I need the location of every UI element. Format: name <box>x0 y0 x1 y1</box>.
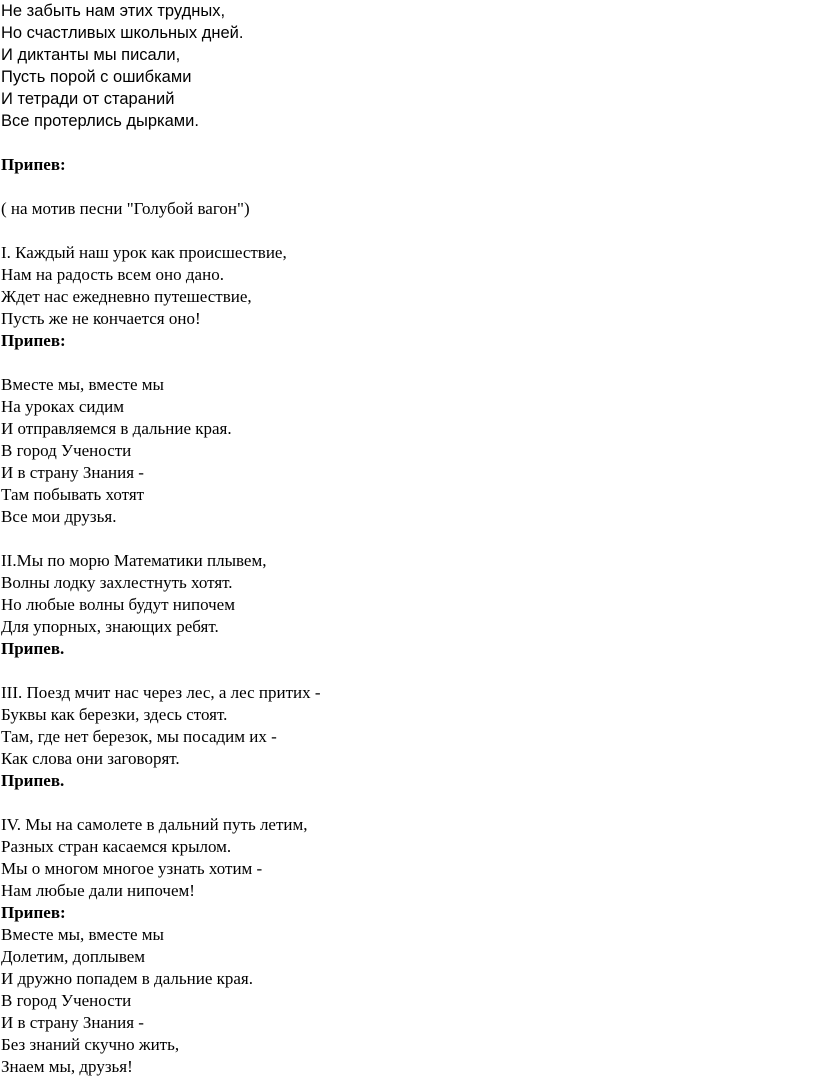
text-line: Нам любые дали нипочем! <box>1 881 195 900</box>
text-line: В город Учености <box>1 991 132 1010</box>
text-line: Буквы как березки, здесь стоят. <box>1 705 228 724</box>
text-line: Там, где нет березок, мы посадим их - <box>1 727 277 746</box>
text-line: I. Каждый наш урок как происшествие, <box>1 243 287 262</box>
text-line: Вместе мы, вместе мы <box>1 375 164 394</box>
text-line: На уроках сидим <box>1 397 125 416</box>
text-line: Там побывать хотят <box>1 485 145 504</box>
text-line: Разных стран касаемся крылом. <box>1 837 232 856</box>
refrain-heading: Припев. <box>1 771 65 790</box>
text-line: III. Поезд мчит нас через лес, а лес притих - <box>1 683 321 702</box>
text-line: Долетим, доплывем <box>1 947 146 966</box>
text-line: Но любые волны будут нипочем <box>1 595 235 614</box>
text-line: Пусть порой с ошибками <box>1 68 192 86</box>
text-line: Все протерлись дырками. <box>1 112 199 130</box>
refrain-heading: Припев: <box>1 331 66 350</box>
refrain-heading: Припев. <box>1 639 65 658</box>
text-line: Не забыть нам этих трудных, <box>1 2 226 20</box>
text-line: И в страну Знания - <box>1 463 144 482</box>
text-line: Как слова они заговорят. <box>1 749 180 768</box>
text-line: Знаем мы, друзья! <box>1 1057 133 1076</box>
refrain-heading: Припев: <box>1 903 66 922</box>
text-line: И дружно попадем в дальние края. <box>1 969 253 988</box>
text-line: Вместе мы, вместе мы <box>1 925 164 944</box>
text-line: И в страну Знания - <box>1 1013 144 1032</box>
text-line: И диктанты мы писали, <box>1 46 181 64</box>
text-line: II.Мы по морю Математики плывем, <box>1 551 267 570</box>
text-line: ( на мотив песни "Голубой вагон") <box>1 199 250 218</box>
text-line: В город Учености <box>1 441 132 460</box>
text-line: И отправляемся в дальние края. <box>1 419 232 438</box>
text-line: Без знаний скучно жить, <box>1 1035 180 1054</box>
text-line: Пусть же не кончается оно! <box>1 309 201 328</box>
text-line: Все мои друзья. <box>1 507 117 526</box>
text-line: IV. Мы на самолете в дальний путь летим, <box>1 815 308 834</box>
text-line: Мы о многом многое узнать хотим - <box>1 859 263 878</box>
text-line: Для упорных, знающих ребят. <box>1 617 219 636</box>
text-line: Но счастливых школьных дней. <box>1 24 244 42</box>
refrain-heading: Припев: <box>1 155 66 174</box>
text-line: И тетради от стараний <box>1 90 175 108</box>
text-line: Волны лодку захлестнуть хотят. <box>1 573 233 592</box>
text-line: Ждет нас ежедневно путешествие, <box>1 287 252 306</box>
text-line: Нам на радость всем оно дано. <box>1 265 224 284</box>
